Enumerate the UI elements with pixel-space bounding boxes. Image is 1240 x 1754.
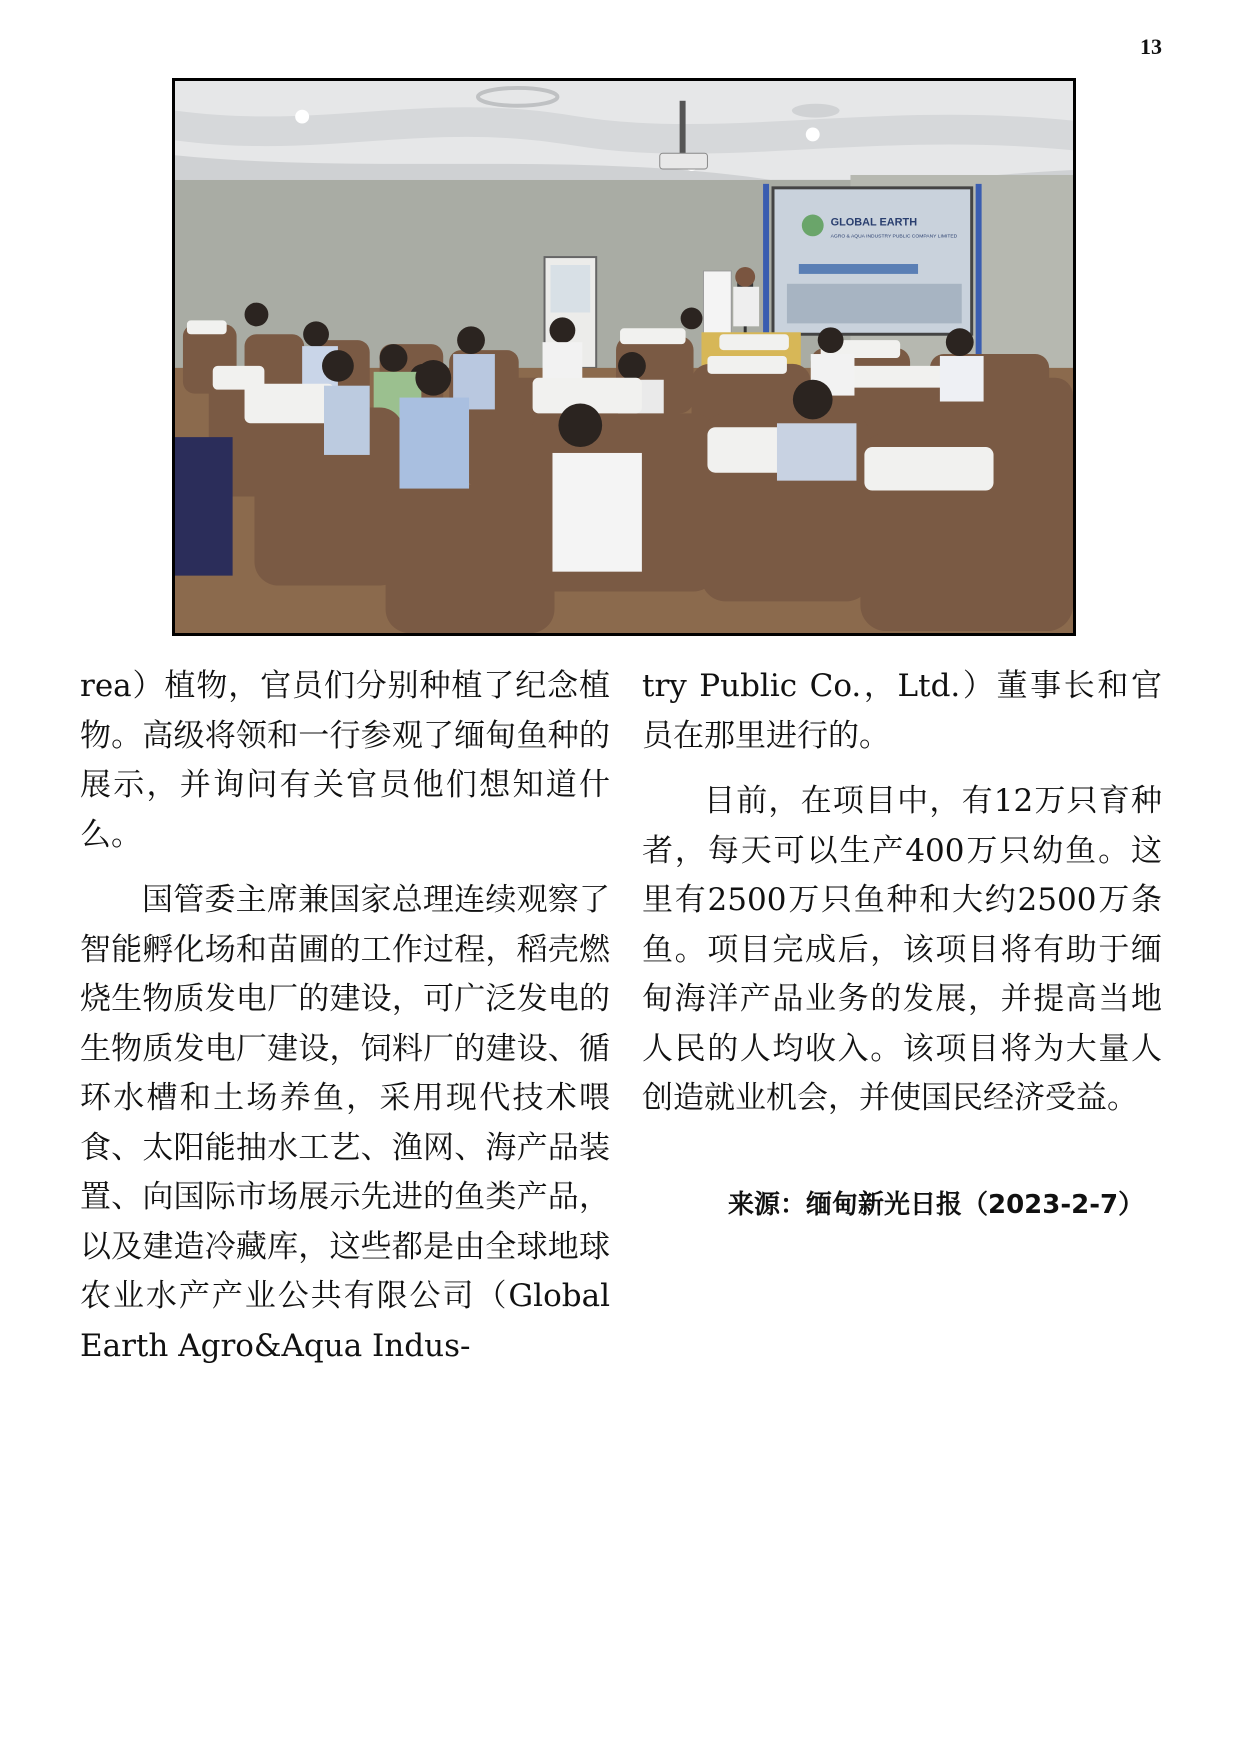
left-column: [80, 662, 610, 1371]
right-paragraph-1: try Public Co.，Ltd.）董事长和官员在那里进行的。: [642, 668, 1162, 754]
left-paragraph-2: 国管委主席兼国家总理连续观察了智能孵化场和苗圃的工作过程，稻壳燃烧生物质发电厂的建设，可广泛发电的生物质发电厂建设，饲料厂的建设、循环水槽和土场养鱼，采用现代技术喂食、太阳能抽水工艺、渔网、海产品装置、向国际市场展示先进的鱼类产品，以及建造冷藏库，这些都是由全球地球农业水产产业公共有限公司（Global Earth Agro&Aqua Indus-: [80, 882, 610, 1364]
left-paragraph-1: rea）植物，官员们分别种植了纪念植物。高级将领和一行参观了缅甸鱼种的展示，并询问有关官员他们想知道什么。: [80, 668, 610, 853]
screen-title: GLOBAL EARTH: [830, 216, 918, 229]
right-column: [642, 662, 1162, 1124]
meeting-photo: [172, 78, 1076, 636]
right-paragraph-2: 目前，在项目中，有12万只育种者，每天可以生产400万只幼鱼。这里有2500万只鱼种和大约2500万条鱼。项目完成后，该项目将有助于缅甸海洋产品业务的发展，并提高当地人民的人均收入。该项目将为大量人创造就业机会，并使国民经济受益。: [642, 783, 1162, 1116]
source-citation: 来源：缅甸新光日报（2023-2-7）: [728, 1190, 1145, 1220]
screen-subtitle: AGRO & AQUA INDUSTRY PUBLIC COMPANY LIMITED: [830, 234, 958, 240]
page-number: 13: [1140, 34, 1162, 59]
meeting-room-illustration: [175, 81, 1073, 633]
